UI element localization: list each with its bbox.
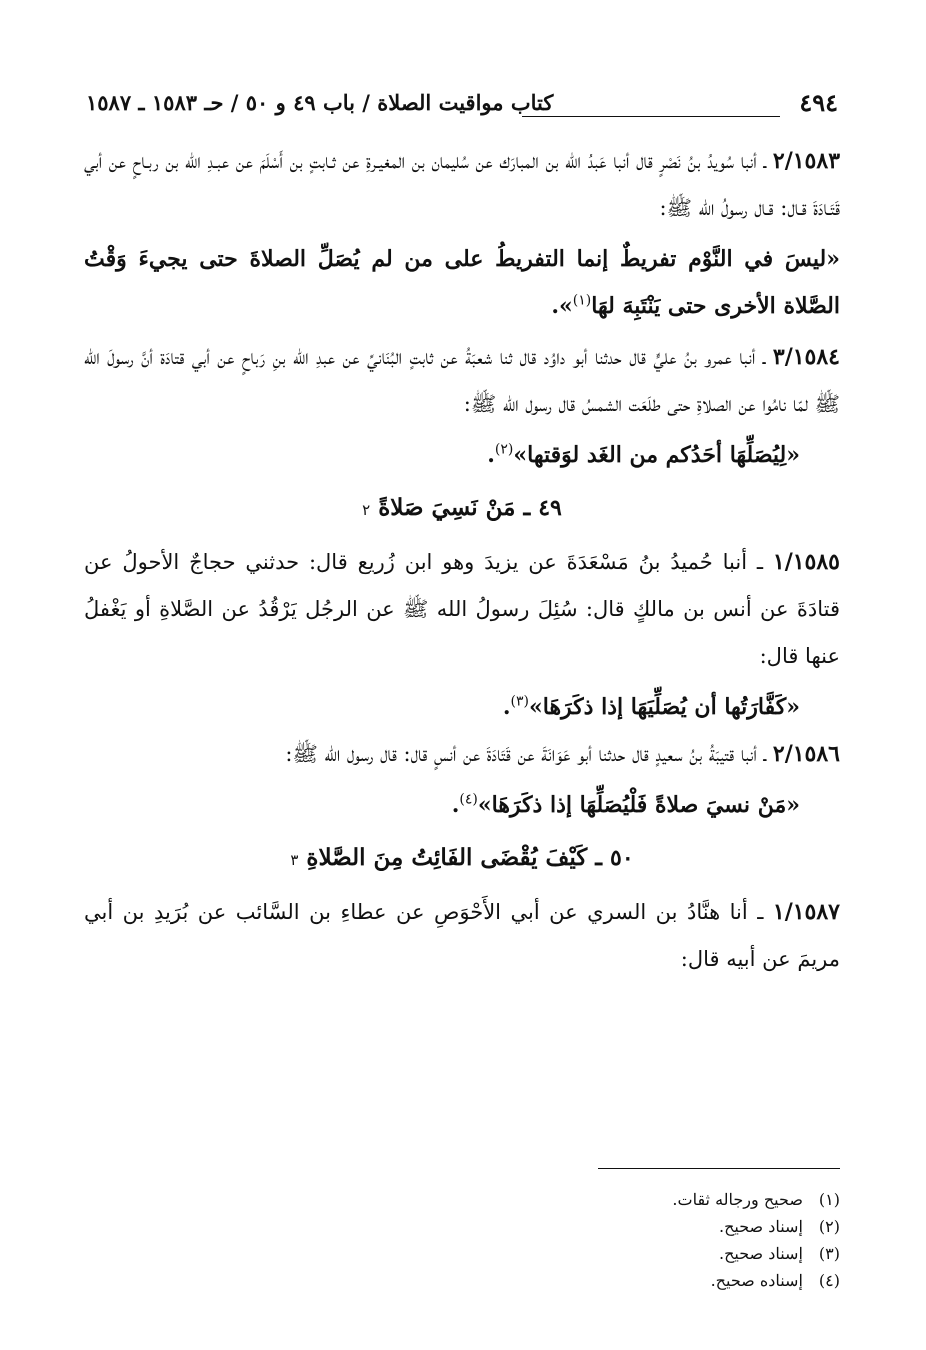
hadith-quote — [84, 782, 840, 829]
hadith-text: ـ أنبا حُميدُ بنُ مَسْعَدَةَ عن يزيدَ وهو ابن زُريع قال: حدثني حجاجٌ الأحولُ عن قتادَةَ عن أنس بن مالكٍ قال: سُئِلَ رسولُ الله ﷺ عن الرجُل يَرْقُدُ عن الصَّلاةِ أو يَغْفلُ عنها قال: — [84, 550, 840, 668]
header-rule — [522, 116, 780, 117]
hadith-paragraph — [84, 889, 840, 983]
page-body — [84, 138, 840, 983]
hadith-number: ١/١٥٨٧ — [772, 899, 840, 925]
quote-end: . — [487, 442, 495, 468]
footnote-index: (١) — [818, 1190, 840, 1209]
chapter-footnote-ref: ٢ — [362, 501, 371, 519]
hadith-quote — [84, 432, 840, 479]
footnote-index: (٣) — [818, 1244, 840, 1263]
hadith-text: ـ أنا هنَّادُ بن السري عن أبي الأَحْوَصِ عن عطاءِ بن السَّائب عن بُرَيدِ بن أبي مريمَ عن أبيه قال: — [84, 900, 840, 971]
footnote-item — [440, 1186, 840, 1213]
footnotes — [440, 1186, 840, 1294]
hadith-number: ٣/١٥٨٤ — [772, 344, 840, 370]
quote-text: «لِيُصَلِّهَا أحَدُكم من الغَد لوَقتها» — [513, 442, 800, 468]
footnote-item — [440, 1240, 840, 1267]
hadith-text: ـ أنبا قتيبَةُ بنُ سعيدٍ قال حدثنا أبو عَوَانَةَ عن قَتَادَةَ عن أنسٍ قال: قال رسول الله ﷺ: — [285, 742, 767, 766]
page-header — [86, 88, 838, 122]
hadith-quote — [84, 236, 840, 330]
chapter-number: ٤٩ — [538, 495, 562, 521]
chapter-heading — [84, 479, 840, 539]
hadith-number: ٢/١٥٨٦ — [772, 741, 840, 767]
footnote-ref: (١) — [572, 292, 592, 309]
page-number: ٤٩٤ — [799, 88, 838, 117]
footnote-index: (٤) — [818, 1271, 840, 1290]
quote-text: «ليسَ في النَّوْم تفريطٌ إنما التفريطُ على من لم يُصَلِّ الصلاةَ حتى يجيءَ وَقْتُ الصَّلاة الأخرى حتى يَنْتَبِهَ لهَا — [84, 246, 840, 319]
chapter-footnote-ref: ٣ — [290, 851, 299, 869]
hadith-quote — [84, 684, 840, 731]
footnote-item — [440, 1267, 840, 1294]
chapter-title: ـ مَنْ نَسِيَ صَلاةً — [378, 494, 531, 521]
footnote-ref: (٣) — [510, 693, 529, 710]
hadith-number: ٢/١٥٨٣ — [772, 148, 841, 174]
hadith-paragraph — [84, 539, 840, 680]
footnote-item — [440, 1213, 840, 1240]
quote-text: «كَفَّارَتُها أن يُصَلِّيَهَا إذا ذكَرَهَا» — [528, 694, 800, 720]
footnote-text: إسناده صحيح. — [710, 1271, 803, 1290]
quote-end: . — [502, 694, 511, 720]
footnote-ref: (٢) — [494, 441, 514, 458]
quote-end: . — [451, 792, 460, 818]
hadith-paragraph — [84, 334, 840, 428]
chapter-title: ـ كَيْفَ يُقْضَى الفَائِتُ مِنَ الصَّلاةِ — [306, 844, 603, 871]
quote-text: «مَنْ نسيَ صلاةً فَلْيُصَلِّهَا إذا ذكَرَهَا» — [477, 792, 800, 818]
quote-end: ». — [551, 293, 573, 319]
chapter-heading — [84, 829, 840, 889]
footnote-ref: (٤) — [459, 791, 478, 808]
footnote-rule — [598, 1168, 840, 1169]
hadith-paragraph — [84, 731, 840, 778]
chapter-number: ٥٠ — [610, 845, 634, 871]
footnote-text: صحيح ورجاله ثقات. — [672, 1190, 803, 1209]
hadith-text: ـ أنبا عمرو بنُ عليٍّ قال حدثنا أبو داوُد قال ثنا شعبَةُ عن ثابتٍ البُنَانيِّ عن عبدِ الله بنِ رَباحٍ عن أبي قتادَة أنَّ رسولَ الله ﷺ لمّا نامُوا عن الصلاةِ حتى طلَعَت الشمسُ قال رسول الله ﷺ: — [84, 345, 840, 416]
hadith-text: ـ أنبا سُويدُ بنُ نَصْرٍ قال أنبا عَبدُ الله بن المبارَك عن سُليمان بن المغيـرةِ عن ثـابتٍ بن أَسْلَمَ عن عبـدِ الله بن ربـاحٍ عن أبي قَتَـادَةَ قـال: قـال رسولُ الله ﷺ: — [84, 149, 840, 220]
footnote-text: إسناد صحيح. — [718, 1217, 803, 1236]
footnote-text: إسناد صحيح. — [718, 1244, 803, 1263]
hadith-paragraph — [84, 138, 840, 232]
hadith-number: ١/١٥٨٥ — [772, 549, 840, 575]
footnote-index: (٢) — [818, 1217, 840, 1236]
running-title: كتاب مواقيت الصلاة / باب ٤٩ و ٥٠ / حـ ١٥٨٣ ـ ١٥٨٧ — [86, 90, 554, 115]
